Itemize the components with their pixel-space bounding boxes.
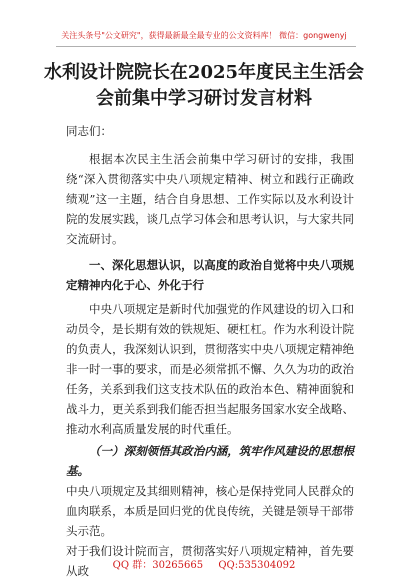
page-footer	[0, 556, 408, 571]
section-1-heading: 一、深化思想认识，以高度的政治自觉将中央八项规定精神内化于心、外化于行	[66, 258, 354, 292]
banner-divider	[56, 46, 356, 47]
salutation: 同志们：	[66, 124, 112, 138]
footer-qq-group: QQ 群：30265665	[112, 560, 204, 571]
document-title: 水利设计院院长在2025年度民主生活会会前集中学习研讨发言材料	[43, 62, 365, 109]
subsection-1-heading: （一）深刻领悟其政治内涵，筑牢作风建设的思想根基。	[66, 444, 354, 478]
footer-qq-contact: QQ:535304092	[218, 560, 296, 571]
subsection-1-paragraph-b: 对于我们设计院而言，贯彻落实好八项规定精神，首先要从政	[66, 544, 354, 578]
section-1-paragraph: 中央八项规定是新时代加强党的作风建设的切入口和动员令，是长期有效的铁规矩、硬杠杠。作为水利设计院的负责人，我深刻认识到，贯彻落实中央八项规定精神绝非一时一事的要求，而是必须常抓不懈、久久为功的政治任务，关系到我们这支技术队伍的政治本色、精神面貌和战斗力，更关系到我们能否担当起服务国家水安全战略、推动水利高质量发展的时代重任。	[66, 302, 354, 436]
subsection-1-paragraph-a: 中央八项规定及其细则精神，核心是保持党同人民群众的血肉联系，本质是回归党的优良传统，关键是领导干部带头示范。	[66, 484, 354, 538]
opening-paragraph: 根据本次民主生活会前集中学习研讨的安排，我围绕“深入贯彻落实中央八项规定精神、树立和践行正确政绩观”这一主题，结合自身思想、工作实际以及水利设计院的发展实践，谈几点学习体会和思考认识，与大家共同交流研讨。	[66, 152, 354, 246]
document-body	[66, 149, 354, 581]
promo-banner: 关注头条号"公文研究"，获得最新最全最专业的公文资料库！ 微信：gongwenyj	[61, 31, 347, 40]
